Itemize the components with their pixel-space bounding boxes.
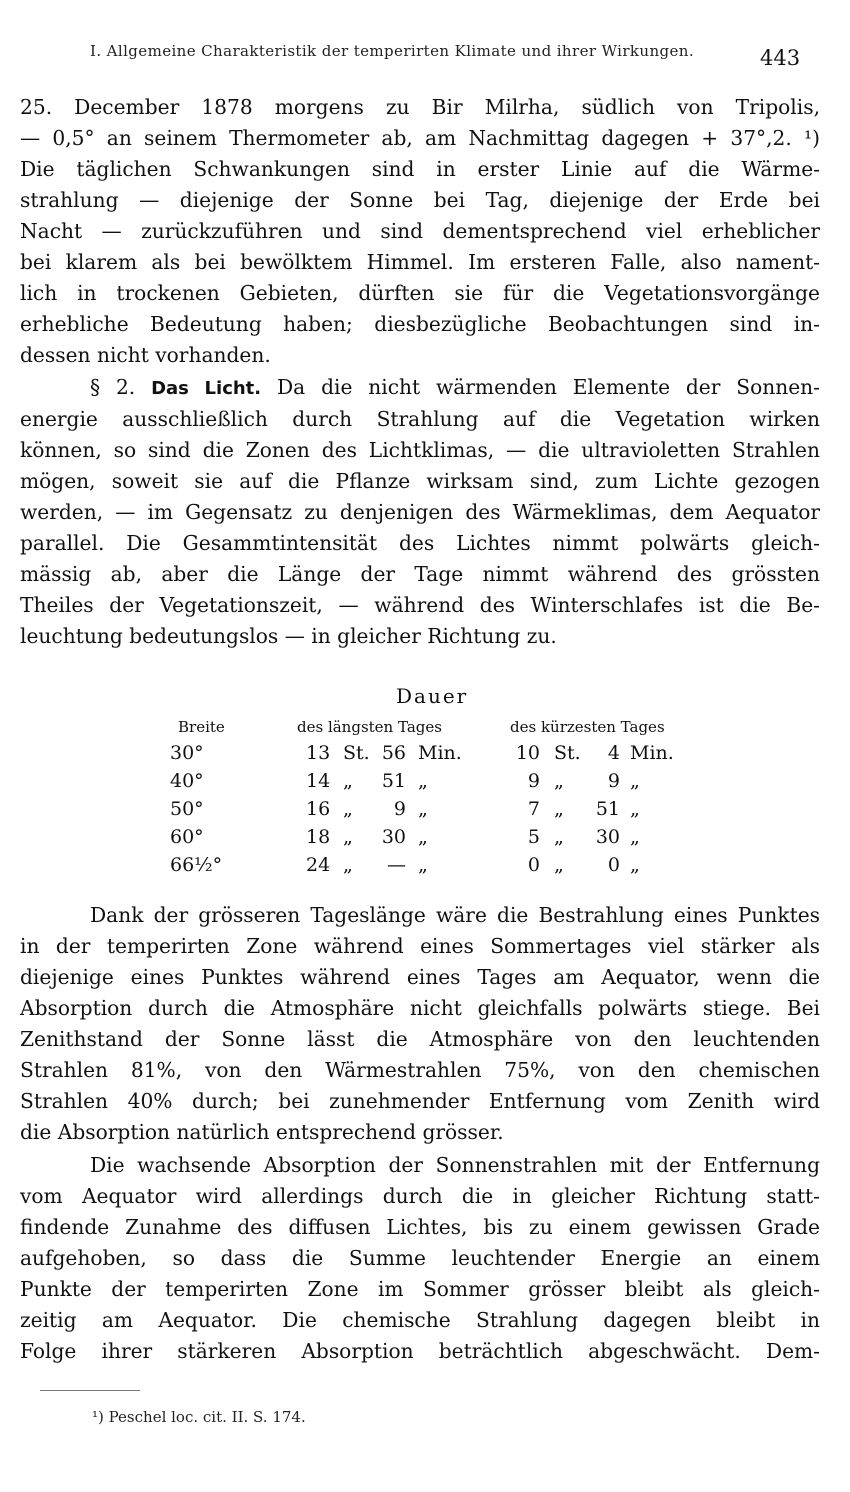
cell-latitude: 30° xyxy=(170,742,204,764)
text-line: diejenige eines Punktes während eines Tages am Aequator, wenn die xyxy=(20,965,820,989)
cell-longest-minutes: 56 xyxy=(381,742,406,764)
text-line: lich in trockenen Gebieten, dürften sie für die Vegetationsvorgänge xyxy=(20,281,820,305)
text-line: Zenithstand der Sonne lässt die Atmosphäre von den leuchtenden xyxy=(20,1027,820,1051)
cell-longest-minutes: 30 xyxy=(381,826,406,848)
cell-latitude: 60° xyxy=(170,826,204,848)
text-line: parallel. Die Gesammtintensität des Lichtes nimmt polwärts gleich- xyxy=(20,531,820,555)
cell-shortest-hours: 10 xyxy=(515,742,540,764)
cell-latitude: 50° xyxy=(170,798,204,820)
column-header-latitude: Breite xyxy=(178,718,225,736)
cell-longest-minutes: — xyxy=(387,854,406,876)
text-line: Dank der grösseren Tageslänge wäre die Bestrahlung eines Punktes xyxy=(90,903,820,927)
cell-longest-hours: 16 xyxy=(306,798,331,820)
text-line: Absorption durch die Atmosphäre nicht gleichfalls polwärts stiege. Bei xyxy=(20,996,820,1020)
text-line: mögen, soweit sie auf die Pflanze wirksam sind, zum Lichte gezogen xyxy=(20,469,820,493)
cell-unit: „ xyxy=(418,770,428,792)
cell-shortest-hours: 0 xyxy=(527,854,540,876)
cell-shortest-minutes: 9 xyxy=(607,770,620,792)
cell-unit: St. xyxy=(554,742,581,764)
text-line: bei klarem als bei bewölktem Himmel. Im ersteren Falle, also nament- xyxy=(20,250,820,274)
text-line: energie ausschließlich durch Strahlung auf die Vegetation wirken xyxy=(20,407,820,431)
cell-shortest-minutes: 51 xyxy=(595,798,620,820)
cell-shortest-hours: 9 xyxy=(527,770,540,792)
footnote: ¹) Peschel loc. cit. II. S. 174. xyxy=(92,1408,306,1426)
section-title: Das Licht. xyxy=(151,378,262,399)
cell-unit: „ xyxy=(630,826,640,848)
paragraph-4 xyxy=(20,1150,820,1367)
text-line: Strahlen 40% durch; bei zunehmender Entfernung vom Zenith wird xyxy=(20,1089,820,1113)
table-row xyxy=(0,770,850,798)
text-line: strahlung — diejenige der Sonne bei Tag, diejenige der Erde bei xyxy=(20,188,820,212)
text-line: erhebliche Bedeutung haben; diesbezügliche Beobachtungen sind in- xyxy=(20,312,820,336)
cell-unit: St. xyxy=(343,742,370,764)
cell-unit: „ xyxy=(418,798,428,820)
cell-unit: Min. xyxy=(418,742,462,764)
text-line: Strahlen 81%, von den Wärmestrahlen 75%, von den chemischen xyxy=(20,1058,820,1082)
text-line: die Absorption natürlich entsprechend grösser. xyxy=(20,1120,504,1144)
text-line: Folge ihrer stärkeren Absorption beträchtlich abgeschwächt. Dem- xyxy=(20,1339,820,1363)
text-line: aufgehoben, so dass die Summe leuchtender Energie an einem xyxy=(20,1246,820,1270)
text-line: leuchtung bedeutungslos — in gleicher Richtung zu. xyxy=(20,624,557,648)
section-first-line-text: Da die nicht wärmenden Elemente der Sonnen- xyxy=(277,375,820,399)
text-line: Theiles der Vegetationszeit, — während des Winterschlafes ist die Be- xyxy=(20,593,820,617)
cell-shortest-minutes: 4 xyxy=(607,742,620,764)
text-line: in der temperirten Zone während eines Sommertages viel stärker als xyxy=(20,934,820,958)
day-length-table xyxy=(0,680,850,880)
table-row xyxy=(0,854,850,882)
cell-shortest-minutes: 30 xyxy=(595,826,620,848)
text-line: findende Zunahme des diffusen Lichtes, bis zu einem gewissen Grade xyxy=(20,1215,820,1239)
text-line: Die täglichen Schwankungen sind in erster Linie auf die Wärme- xyxy=(20,157,820,181)
text-line: vom Aequator wird allerdings durch die in gleicher Richtung statt- xyxy=(20,1184,820,1208)
paragraph-3 xyxy=(20,900,820,1148)
cell-unit: „ xyxy=(418,826,428,848)
cell-unit: „ xyxy=(418,854,428,876)
cell-unit: „ xyxy=(630,770,640,792)
table-row xyxy=(0,742,850,770)
cell-unit: Min. xyxy=(630,742,674,764)
cell-unit: „ xyxy=(343,854,353,876)
table-row xyxy=(0,826,850,854)
text-line: Nacht — zurückzuführen und sind dementsprechend viel erheblicher xyxy=(20,219,820,243)
cell-shortest-minutes: 0 xyxy=(607,854,620,876)
cell-unit: „ xyxy=(554,854,564,876)
text-line: — 0,5° an seinem Thermometer ab, am Nachmittag dagegen + 37°,2. ¹) xyxy=(20,126,820,150)
running-head: I. Allgemeine Charakteristik der temperirten Klimate und ihrer Wirkungen. xyxy=(90,42,695,60)
section-2-first-line xyxy=(20,372,820,404)
text-line: dessen nicht vorhanden. xyxy=(20,343,271,367)
cell-latitude: 66½° xyxy=(170,854,223,876)
text-line: Punkte der temperirten Zone im Sommer grösser bleibt als gleich- xyxy=(20,1277,820,1301)
cell-unit: „ xyxy=(554,770,564,792)
cell-shortest-hours: 7 xyxy=(527,798,540,820)
cell-longest-hours: 18 xyxy=(306,826,331,848)
text-line: werden, — im Gegensatz zu denjenigen des Wärmeklimas, dem Aequator xyxy=(20,500,820,524)
cell-latitude: 40° xyxy=(170,770,204,792)
cell-longest-hours: 24 xyxy=(306,854,331,876)
cell-shortest-hours: 5 xyxy=(527,826,540,848)
text-line: Die wachsende Absorption der Sonnenstrahlen mit der Entfernung xyxy=(90,1153,820,1177)
column-header-shortest-day: des kürzesten Tages xyxy=(510,718,665,736)
text-line: mässig ab, aber die Länge der Tage nimmt während des grössten xyxy=(20,562,820,586)
text-line: zeitig am Aequator. Die chemische Strahlung dagegen bleibt in xyxy=(20,1308,820,1332)
cell-unit: „ xyxy=(630,798,640,820)
cell-unit: „ xyxy=(343,770,353,792)
section-2-paragraph xyxy=(20,372,820,652)
column-header-longest-day: des längsten Tages xyxy=(297,718,442,736)
text-line: können, so sind die Zonen des Lichtklimas, — die ultravioletten Strahlen xyxy=(20,438,820,462)
paragraph-1 xyxy=(20,92,820,371)
cell-unit: „ xyxy=(343,798,353,820)
footnote-divider xyxy=(40,1390,140,1391)
cell-longest-hours: 13 xyxy=(306,742,331,764)
table-caption: Dauer xyxy=(396,684,469,708)
cell-unit: „ xyxy=(554,798,564,820)
cell-longest-minutes: 51 xyxy=(381,770,406,792)
cell-unit: „ xyxy=(343,826,353,848)
section-marker: § 2. xyxy=(90,375,136,399)
table-row xyxy=(0,798,850,826)
cell-longest-minutes: 9 xyxy=(393,798,406,820)
page-number: 443 xyxy=(760,46,801,70)
cell-unit: „ xyxy=(630,854,640,876)
text-line: 25. December 1878 morgens zu Bir Milrha, südlich von Tripolis, xyxy=(20,95,820,119)
cell-longest-hours: 14 xyxy=(306,770,331,792)
cell-unit: „ xyxy=(554,826,564,848)
